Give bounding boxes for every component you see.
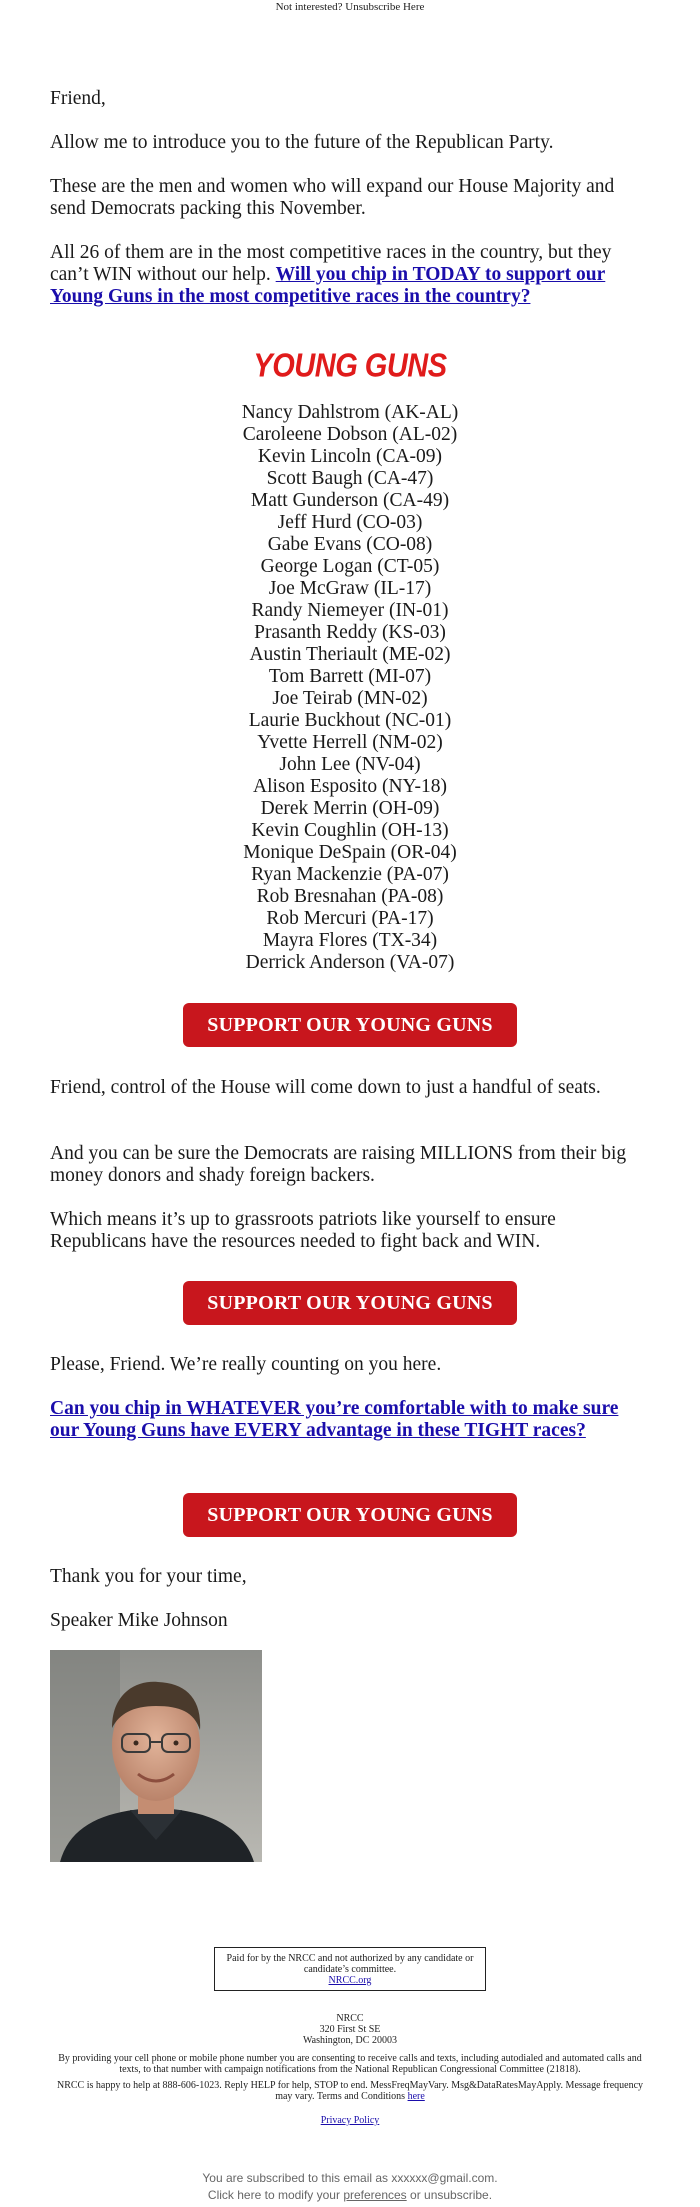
privacy-policy-link[interactable]: Privacy Policy <box>320 2115 380 2126</box>
signature-text: Speaker Mike Johnson <box>50 1610 228 1631</box>
candidate-item: Yvette Herrell (NM-02) <box>257 732 443 753</box>
help-text-block <box>50 2080 650 2102</box>
candidate-item: Austin Theriault (ME-02) <box>249 644 451 665</box>
subscribed-note: You are subscribed to this email as xxxxxx@gmail.com. <box>202 2171 498 2185</box>
nrcc-address <box>50 2013 650 2046</box>
candidate-item: Kevin Lincoln (CA-09) <box>257 446 443 467</box>
help-text: NRCC is happy to help at 888-606-1023. Reply HELP for help, STOP to end. MessFreqMayVary. Msg&DataRatesMayApply. Message frequency may vary. Terms and Conditions <box>56 2080 644 2102</box>
modify-suffix: or unsubscribe. <box>406 2188 493 2202</box>
control-text: Friend, control of the House will come down to just a handful of seats. <box>50 1077 601 1098</box>
candidate-item: Jeff Hurd (CO-03) <box>277 512 423 533</box>
candidate-item: Laurie Buckhout (NC-01) <box>248 710 452 731</box>
competitive-paragraph <box>50 242 650 308</box>
signature-paragraph <box>50 1610 650 1632</box>
control-paragraph <box>50 1077 650 1099</box>
intro-paragraph <box>50 132 650 154</box>
candidate-item: Rob Bresnahan (PA-08) <box>256 886 444 907</box>
candidate-item: Kevin Coughlin (OH-13) <box>251 820 449 841</box>
terms-here-link[interactable]: here <box>407 2091 425 2102</box>
modify-preferences-note <box>0 2188 700 2203</box>
candidate-item: Derrick Anderson (VA-07) <box>245 952 455 973</box>
candidate-item: Nancy Dahlstrom (AK-AL) <box>241 402 459 423</box>
unsubscribe-link[interactable]: Not interested? Unsubscribe Here <box>275 1 425 13</box>
disclaimer-text: Paid for by the NRCC and not authorized by any candidate or candidate’s committee. <box>226 1952 474 1975</box>
democrats-text: And you can be sure the Democrats are raising MILLIONS from their big money donors and shady foreign backers. <box>50 1143 627 1186</box>
majority-paragraph <box>50 176 650 220</box>
speaker-portrait <box>50 1650 262 1862</box>
young-guns-logo: YOUNG GUNS <box>253 347 447 385</box>
candidate-item: Derek Merrin (OH-09) <box>260 798 440 819</box>
sms-consent: By providing your cell phone or mobile phone number you are consenting to receive calls and texts, including autodialed and automated calls and texts, to that number with campaign notifications from the National Republican Congressional Committee (21818). <box>58 2053 642 2075</box>
competitive-text <box>50 242 650 308</box>
competitive-text-plain: All 26 of them are in the most competitive races in the country, but they can’t WIN without our help. <box>50 242 612 285</box>
candidate-item: Ryan Mackenzie (PA-07) <box>251 864 449 885</box>
candidate-item: Rob Mercuri (PA-17) <box>266 908 434 929</box>
grassroots-text: Which means it’s up to grassroots patriots like yourself to ensure Republicans have the resources needed to fight back and WIN. <box>50 1209 556 1252</box>
candidate-item: Joe Teirab (MN-02) <box>272 688 428 709</box>
candidate-item: George Logan (CT-05) <box>260 556 440 577</box>
greeting: Friend, <box>50 88 106 109</box>
candidate-item: Alison Esposito (NY-18) <box>253 776 447 797</box>
closing-paragraph <box>50 1566 650 1588</box>
greeting-paragraph <box>50 88 650 110</box>
paid-for-disclaimer <box>214 1947 486 1991</box>
unsubscribe-header <box>0 0 700 14</box>
candidate-item: Monique DeSpain (OR-04) <box>243 842 457 863</box>
counting-text: Please, Friend. We’re really counting on you here. <box>50 1354 442 1375</box>
candidate-item: Caroleene Dobson (AL-02) <box>242 424 458 445</box>
counting-paragraph <box>50 1354 650 1376</box>
candidate-item: Gabe Evans (CO-08) <box>267 534 433 555</box>
candidate-item: Matt Gunderson (CA-49) <box>250 490 450 511</box>
preferences-link[interactable]: preferences <box>343 2188 407 2202</box>
chip-in-whatever-link[interactable]: Can you chip in WHATEVER you’re comfortable with to make sure our Young Guns have EVERY advantage in these TIGHT races? <box>50 1398 619 1441</box>
privacy-policy-block <box>50 2115 650 2126</box>
grassroots-paragraph <box>50 1209 650 1253</box>
org-name: NRCC <box>336 2013 364 2024</box>
address-line-2: Washington, DC 20003 <box>303 2035 397 2046</box>
candidate-item: Tom Barrett (MI-07) <box>268 666 432 687</box>
candidate-item: Randy Niemeyer (IN-01) <box>251 600 449 621</box>
support-young-guns-button-1[interactable]: SUPPORT OUR YOUNG GUNS <box>183 1003 517 1047</box>
candidate-item: Mayra Flores (TX-34) <box>262 930 438 951</box>
chip-in-today-link[interactable]: Will you chip in TODAY to support our Young Guns in the most competitive races in the country? <box>50 264 606 307</box>
candidate-item: John Lee (NV-04) <box>279 754 421 775</box>
whatever-paragraph <box>50 1398 650 1442</box>
closing-text: Thank you for your time, <box>50 1566 247 1587</box>
support-young-guns-button-2[interactable]: SUPPORT OUR YOUNG GUNS <box>183 1281 517 1325</box>
modify-prefix: Click here to modify your <box>207 2188 344 2202</box>
support-young-guns-button-3[interactable]: SUPPORT OUR YOUNG GUNS <box>183 1493 517 1537</box>
intro-text: Allow me to introduce you to the future of the Republican Party. <box>50 132 554 153</box>
address-line-1: 320 First St SE <box>319 2024 381 2035</box>
nrcc-org-link[interactable]: NRCC.org <box>328 1974 372 1986</box>
candidate-list <box>0 402 700 974</box>
candidate-item: Joe McGraw (IL-17) <box>268 578 432 599</box>
democrats-paragraph <box>50 1143 650 1187</box>
candidate-item: Scott Baugh (CA-47) <box>266 468 434 489</box>
candidate-item: Prasanth Reddy (KS-03) <box>254 622 446 643</box>
majority-text: These are the men and women who will expand our House Majority and send Democrats packing this November. <box>50 176 615 219</box>
